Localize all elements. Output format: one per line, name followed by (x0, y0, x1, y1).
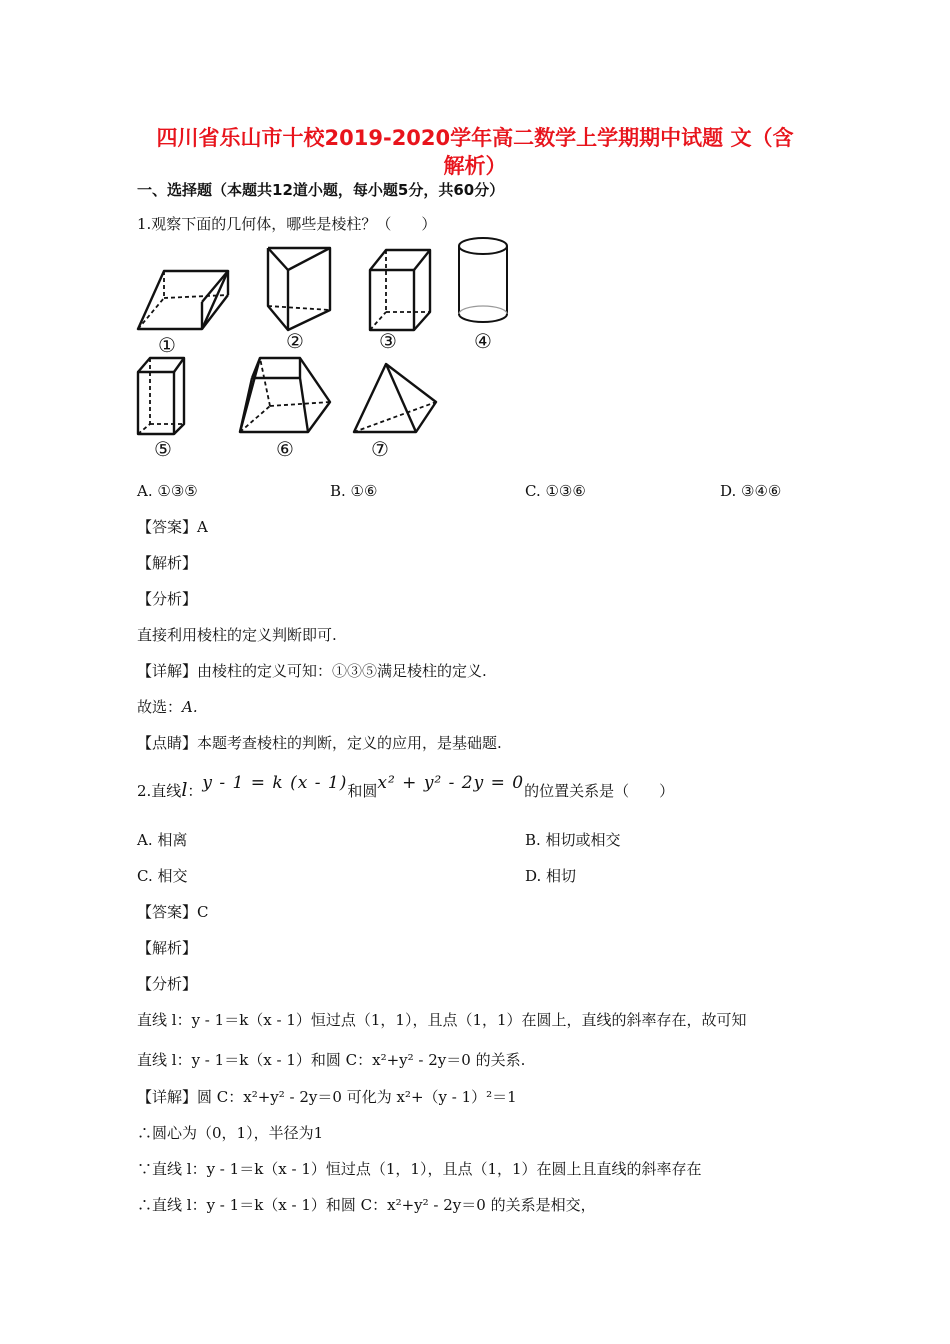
q2-jiexi: 【解析】 (137, 939, 198, 957)
q2-line-equation: y - 1 = k (x - 1) (202, 773, 348, 793)
q1-choice (137, 697, 198, 717)
figure-label-5: ⑤ (154, 437, 172, 461)
q1-stem: 1.观察下面的几何体，哪些是棱柱？（ ） (137, 215, 437, 233)
q1-choice-letter: A. (182, 698, 198, 716)
title-line-2: 解析） (443, 154, 507, 178)
solid-6-icon (240, 358, 330, 432)
q1-comment: 【点睛】本题考查棱柱的判断，定义的应用，是基础题. (137, 734, 502, 752)
solids-figure-row2 (130, 352, 450, 464)
q2-option-b: B. 相切或相交 (525, 831, 621, 849)
q1-detail: 【详解】由棱柱的定义可知：①③⑤满足棱柱的定义. (137, 662, 487, 680)
q2-detail-line-3: ∵直线 l：y - 1＝k（x - 1）恒过点（1，1），且点（1，1）在圆上且直线的斜率存在 (137, 1160, 702, 1178)
page-title (120, 124, 830, 180)
q1-fenxi: 【分析】 (137, 590, 198, 608)
q2-answer: 【答案】C (137, 903, 209, 921)
q2-option-c: C. 相交 (137, 867, 188, 885)
q2-fenxi-line-2: 直线 l：y - 1＝k（x - 1）和圆 C：x²+y² - 2y＝0 的关系. (137, 1051, 526, 1069)
solid-5-icon (138, 358, 184, 434)
q2-fenxi-line-1: 直线 l：y - 1＝k（x - 1）恒过点（1，1），且点（1，1）在圆上，直线的斜率存在，故可知 (137, 1011, 747, 1029)
q2-stem-l: l (181, 779, 188, 801)
q1-option-a: A. ①③⑤ (137, 482, 198, 500)
q2-circle-equation: x² + y² - 2y = 0 (377, 773, 525, 793)
solid-7-icon (354, 364, 436, 432)
q2-stem-suffix: 的位置关系是（ ） (524, 782, 675, 800)
title-line-1: 四川省乐山市十校2019-2020学年高二数学上学期期中试题 文（含 (156, 126, 794, 150)
q2-detail-line-2: ∴圆心为（0，1），半径为1 (137, 1124, 324, 1142)
q1-answer: 【答案】A (137, 518, 208, 536)
q2-option-a: A. 相离 (137, 831, 188, 849)
q1-option-d: D. ③④⑥ (720, 482, 782, 500)
figure-label-4: ④ (474, 329, 492, 353)
q2-detail-line-1: 【详解】圆 C：x²+y² - 2y＝0 可化为 x²+（y - 1）²＝1 (137, 1088, 517, 1106)
q2-stem-mid: 和圆 (347, 782, 378, 800)
q1-jiexi: 【解析】 (137, 554, 198, 572)
q1-choice-label: 故选： (137, 698, 183, 716)
q1-fenxi-text: 直接利用棱柱的定义判断即可. (137, 626, 337, 644)
solid-3-icon (370, 250, 430, 330)
solid-1-icon (138, 271, 228, 329)
figure-label-6: ⑥ (276, 437, 294, 461)
figure-label-3: ③ (379, 329, 397, 353)
q2-option-d: D. 相切 (525, 867, 577, 885)
q2-detail-line-4: ∴直线 l：y - 1＝k（x - 1）和圆 C：x²+y² - 2y＝0 的关系是相交， (137, 1196, 596, 1214)
figure-label-1: ① (158, 333, 176, 357)
q1-option-c: C. ①③⑥ (525, 482, 586, 500)
figure-label-7: ⑦ (371, 437, 389, 461)
q2-stem (137, 773, 675, 801)
figure-label-2: ② (286, 329, 304, 353)
solid-2-icon (268, 248, 330, 330)
cylinder-figure (450, 234, 520, 354)
q1-option-b: B. ①⑥ (330, 482, 378, 500)
q2-stem-colon: ： (187, 782, 203, 800)
section-heading: 一、选择题（本题共12道小题，每小题5分，共60分） (137, 181, 505, 199)
q2-fenxi: 【分析】 (137, 975, 198, 993)
q2-stem-prefix: 2.直线 (137, 782, 182, 800)
